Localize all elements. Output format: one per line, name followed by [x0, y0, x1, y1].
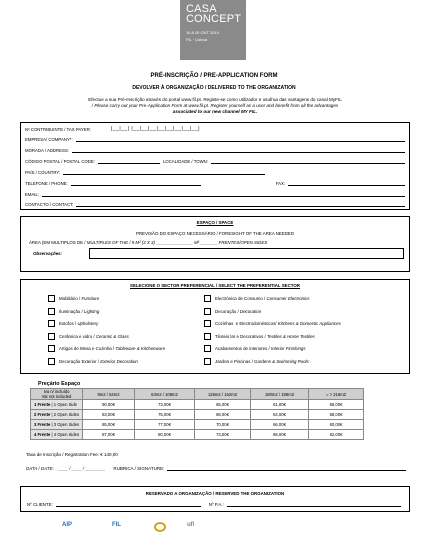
sector-label-pt: Decoração /	[215, 308, 240, 314]
country-field[interactable]	[63, 170, 265, 175]
sector-label-pt: Cerâmica e vidro /	[59, 333, 96, 339]
open-sides-label	[31, 410, 83, 420]
price-column-header: 180m2 / 198m2	[251, 389, 309, 400]
price-cell: 90,00€	[83, 400, 135, 410]
price-row	[31, 430, 364, 440]
reserved-section	[20, 486, 410, 512]
area-label-rest: / 9 M² (3 X 3) _______________ M² _______ FRENTES/OPEN SIDES	[129, 240, 268, 245]
open-sides-label	[31, 400, 83, 410]
price-column-header: = > 216m2	[309, 389, 364, 400]
sector-option[interactable]	[48, 358, 138, 365]
open-sides-text: | 1 Open Side	[50, 402, 77, 407]
sector-checkbox[interactable]	[204, 333, 211, 340]
price-table	[30, 388, 364, 440]
phone-row	[25, 181, 405, 186]
town-field[interactable]	[211, 159, 405, 164]
sector-option[interactable]	[48, 333, 129, 340]
price-cell: 62,00€	[309, 430, 364, 440]
signature-field[interactable]	[167, 466, 406, 471]
pa-number-label: Nº P.A.:	[208, 502, 224, 507]
price-note-cell	[31, 389, 83, 400]
date-field[interactable]: ____ / ____ / ________	[57, 466, 106, 471]
price-cell: 68,00€	[251, 430, 309, 440]
open-sides-text: | 3 Open Sides	[50, 422, 80, 427]
signature-row	[26, 466, 406, 471]
sector-checkbox[interactable]	[204, 308, 211, 315]
sector-option[interactable]	[204, 308, 261, 315]
sector-label-pt: Decoração Exterior /	[59, 359, 101, 364]
price-cell: 83,00€	[83, 410, 135, 420]
sector-label-pt: Electrónica de Consumo /	[215, 296, 267, 301]
space-foresight: PREVISÃO DO ESPAÇO NECESSÁRIO / FORESIGHT OF THE AREA NEEDED	[135, 231, 295, 236]
sector-label-pt: Jardins e Piscinas /	[215, 359, 255, 364]
email-field[interactable]	[42, 192, 405, 197]
sector-option[interactable]	[48, 308, 99, 315]
price-header-row	[31, 389, 364, 400]
contact-label: CONTACTO / CONTACT:	[25, 202, 74, 207]
address-field[interactable]	[72, 148, 405, 153]
price-cell: 68,00€	[195, 410, 251, 420]
sector-option[interactable]	[204, 320, 341, 327]
sector-checkbox[interactable]	[48, 295, 55, 302]
signature-label: RUBRICA / SIGNATURE:	[113, 466, 165, 471]
country-label: PAÍS / COUNTRY:	[25, 170, 61, 175]
sector-label-en: Furniture	[81, 296, 100, 301]
sector-label-en: Decoration	[239, 308, 262, 314]
reserved-title: RESERVADO A ORGANIZAÇÃO / RESERVED THE ORGANIZATION	[145, 491, 285, 496]
vat-note-pt: Iva n/ incluído	[43, 389, 70, 394]
price-cell: 87,00€	[83, 430, 135, 440]
sector-checkbox[interactable]	[48, 345, 55, 352]
reserved-row	[27, 502, 401, 507]
contact-section	[20, 122, 410, 210]
phone-label: TELEFONE / PHONE:	[25, 181, 68, 186]
price-cell: 65,00€	[195, 400, 251, 410]
space-area-line	[29, 240, 267, 245]
open-sides-count: 4 Frente	[34, 432, 51, 437]
area-label-en: MULTIPLES OF THE	[86, 240, 129, 245]
sector-label-en: Textiles & Home Textiles	[266, 333, 315, 339]
ufi-logo: ufi	[187, 522, 195, 528]
logo-line-1: CASA	[186, 3, 217, 15]
company-row	[25, 137, 405, 142]
sector-label-en: Ceramic & Glass	[95, 333, 129, 339]
sector-option[interactable]	[204, 295, 309, 302]
fax-label: FAX:	[275, 181, 286, 186]
pa-number-field[interactable]	[227, 502, 401, 507]
sector-option[interactable]	[48, 345, 165, 352]
sector-label-en: Upholstery	[77, 321, 99, 327]
client-number-field[interactable]	[56, 502, 201, 507]
registration-fee: Taxa de Inscrição / Registration Fee: € 140,00	[26, 452, 118, 457]
sector-title: SELECIONE O SECTOR PREFERENCIAL / SELECT THE PREFERENTIAL SECTOR	[130, 283, 300, 288]
sector-checkbox[interactable]	[204, 345, 211, 352]
logo-line-4: FIL · Lisboa	[186, 37, 207, 42]
open-sides-count: 1 Frente	[34, 402, 51, 407]
price-cell: 64,00€	[251, 410, 309, 420]
area-label-pt: ÁREA (EM MULTIPLOS DE /	[29, 240, 86, 245]
sector-option[interactable]	[204, 358, 309, 365]
tax-payer-row	[25, 126, 200, 132]
sector-label-en: Lighting	[83, 308, 100, 314]
price-cell: 85,00€	[83, 420, 135, 430]
sector-checkbox[interactable]	[48, 333, 55, 340]
open-sides-text: | 4 Open Sides	[50, 432, 80, 437]
email-row	[25, 192, 405, 197]
intro-text	[20, 97, 410, 115]
observations-field[interactable]	[89, 248, 404, 259]
sector-label-en: Gardens & Swimming Pools	[254, 359, 309, 364]
sector-checkbox[interactable]	[48, 308, 55, 315]
form-subtitle: DEVOLVER À ORGANIZAÇÃO / DELIVERED TO THE ORGANIZATION	[132, 85, 296, 91]
open-sides-count: 2 Frente	[34, 412, 51, 417]
price-cell: 77,00€	[135, 420, 195, 430]
sector-label-en: Kitchens & Domestic Appliances	[277, 321, 341, 327]
sector-label-pt: Iluminação /	[59, 308, 84, 314]
sector-option[interactable]	[48, 320, 98, 327]
sector-label-en: Exterior Decoration	[100, 359, 138, 364]
open-sides-text: | 2 Open Sides	[50, 412, 80, 417]
sector-label-pt: Cozinhas e Electrodomésticos/	[215, 321, 278, 327]
sector-label-pt: Acabamentos de interiores /	[215, 346, 271, 352]
open-sides-label	[31, 430, 83, 440]
casa-concept-logo	[180, 0, 246, 60]
intro-line-3: associated to our new channel MY FIL.	[172, 109, 258, 114]
sector-checkbox[interactable]	[48, 358, 55, 365]
price-column-header: 9m2 / 54m2	[83, 389, 135, 400]
space-section	[20, 216, 410, 272]
intro-line-2: / Please carry out your Pre-Application Form at www.fil.pt. Register yourself as a user and benefit from all the advantages	[91, 103, 339, 108]
price-cell: 58,00€	[309, 410, 364, 420]
logo-line-3: 16 A 20 OUT 2014	[186, 30, 219, 35]
tax-payer-label: Nº CONTRIBUINTE / TAX PAYER:	[25, 127, 91, 132]
email-label: EMAIL:	[25, 192, 40, 197]
sector-option[interactable]	[204, 333, 315, 340]
town-label: LOCALIDADE / TOWN:	[162, 159, 208, 164]
postal-code-field[interactable]	[98, 159, 160, 164]
price-row	[31, 420, 364, 430]
price-cell: 73,00€	[135, 400, 195, 410]
sector-label-pt: Têxteis lar e Decorativos /	[215, 333, 267, 339]
open-sides-count: 3 Frente	[34, 422, 51, 427]
price-cell: 80,00€	[135, 430, 195, 440]
sector-label-en: Interior Finishings	[270, 346, 306, 352]
ccl-logo-icon	[154, 522, 166, 532]
price-row	[31, 400, 364, 410]
sector-checkbox[interactable]	[204, 358, 211, 365]
tax-payer-input[interactable]: |__|__| |__|__|__|__|__|__|__|__|	[110, 126, 201, 132]
open-sides-label	[31, 420, 83, 430]
price-cell: 70,00€	[195, 420, 251, 430]
date-label: DATA / DATE:	[26, 466, 54, 471]
sector-checkbox[interactable]	[204, 295, 211, 302]
address-label: MORADA / ADDRESS:	[25, 148, 69, 153]
price-column-header: 126m2 / 162m2	[195, 389, 251, 400]
sector-option[interactable]	[204, 345, 306, 352]
price-cell: 56,00€	[309, 400, 364, 410]
form-title: PRÉ-INSCRIÇÃO / PRE-APPLICATION FORM	[150, 73, 278, 79]
price-row	[31, 410, 364, 420]
client-number-label: Nº CLIENTE:	[27, 502, 53, 507]
fil-logo: FIL	[112, 522, 121, 528]
contact-row	[25, 202, 405, 207]
logo-line-2: CONCEPT	[186, 13, 242, 25]
space-title: ESPAÇO / SPACE	[196, 220, 234, 225]
sector-label-pt: Artigos de Mesa e Cozinha /	[59, 346, 116, 352]
price-cell: 60,00€	[309, 420, 364, 430]
sector-label-pt: Mobiliário /	[59, 296, 82, 301]
fax-field[interactable]	[288, 181, 405, 186]
price-title: Preçário Espaço	[38, 381, 81, 387]
sector-option[interactable]	[48, 295, 99, 302]
address-row	[25, 148, 405, 153]
company-label: EMPRESA/ COMPANY*:	[25, 137, 73, 142]
company-field[interactable]	[76, 137, 405, 142]
price-cell: 73,00€	[195, 430, 251, 440]
intro-line-1: Efectue a sua Pré-Inscrição através do portal www.fil.pt. Registe-se como utilizador e usufrua das vantagens do canal MyFIL	[88, 97, 342, 102]
postal-code-label: CÓDIGO POSTAL / POSTAL CODE:	[25, 159, 95, 164]
sector-checkbox[interactable]	[204, 320, 211, 327]
sector-label-en: Tableware & Kitchenware	[115, 346, 166, 352]
price-cell: 75,00€	[135, 410, 195, 420]
observations-label: Observações:	[33, 251, 63, 256]
sector-label-pt: Estofos /	[59, 321, 78, 327]
contact-field[interactable]	[76, 202, 405, 207]
price-cell: 66,00€	[251, 420, 309, 430]
price-cell: 61,00€	[251, 400, 309, 410]
vat-note-en: Vat not included	[41, 394, 72, 399]
price-column-header: 63m2 / 108m2	[135, 389, 195, 400]
sector-label-en: Consumer Electronics	[266, 296, 310, 301]
sector-checkbox[interactable]	[48, 320, 55, 327]
postal-row	[25, 159, 405, 164]
country-row	[25, 170, 265, 175]
phone-field[interactable]	[71, 181, 201, 186]
aip-logo: AIP	[62, 522, 73, 528]
